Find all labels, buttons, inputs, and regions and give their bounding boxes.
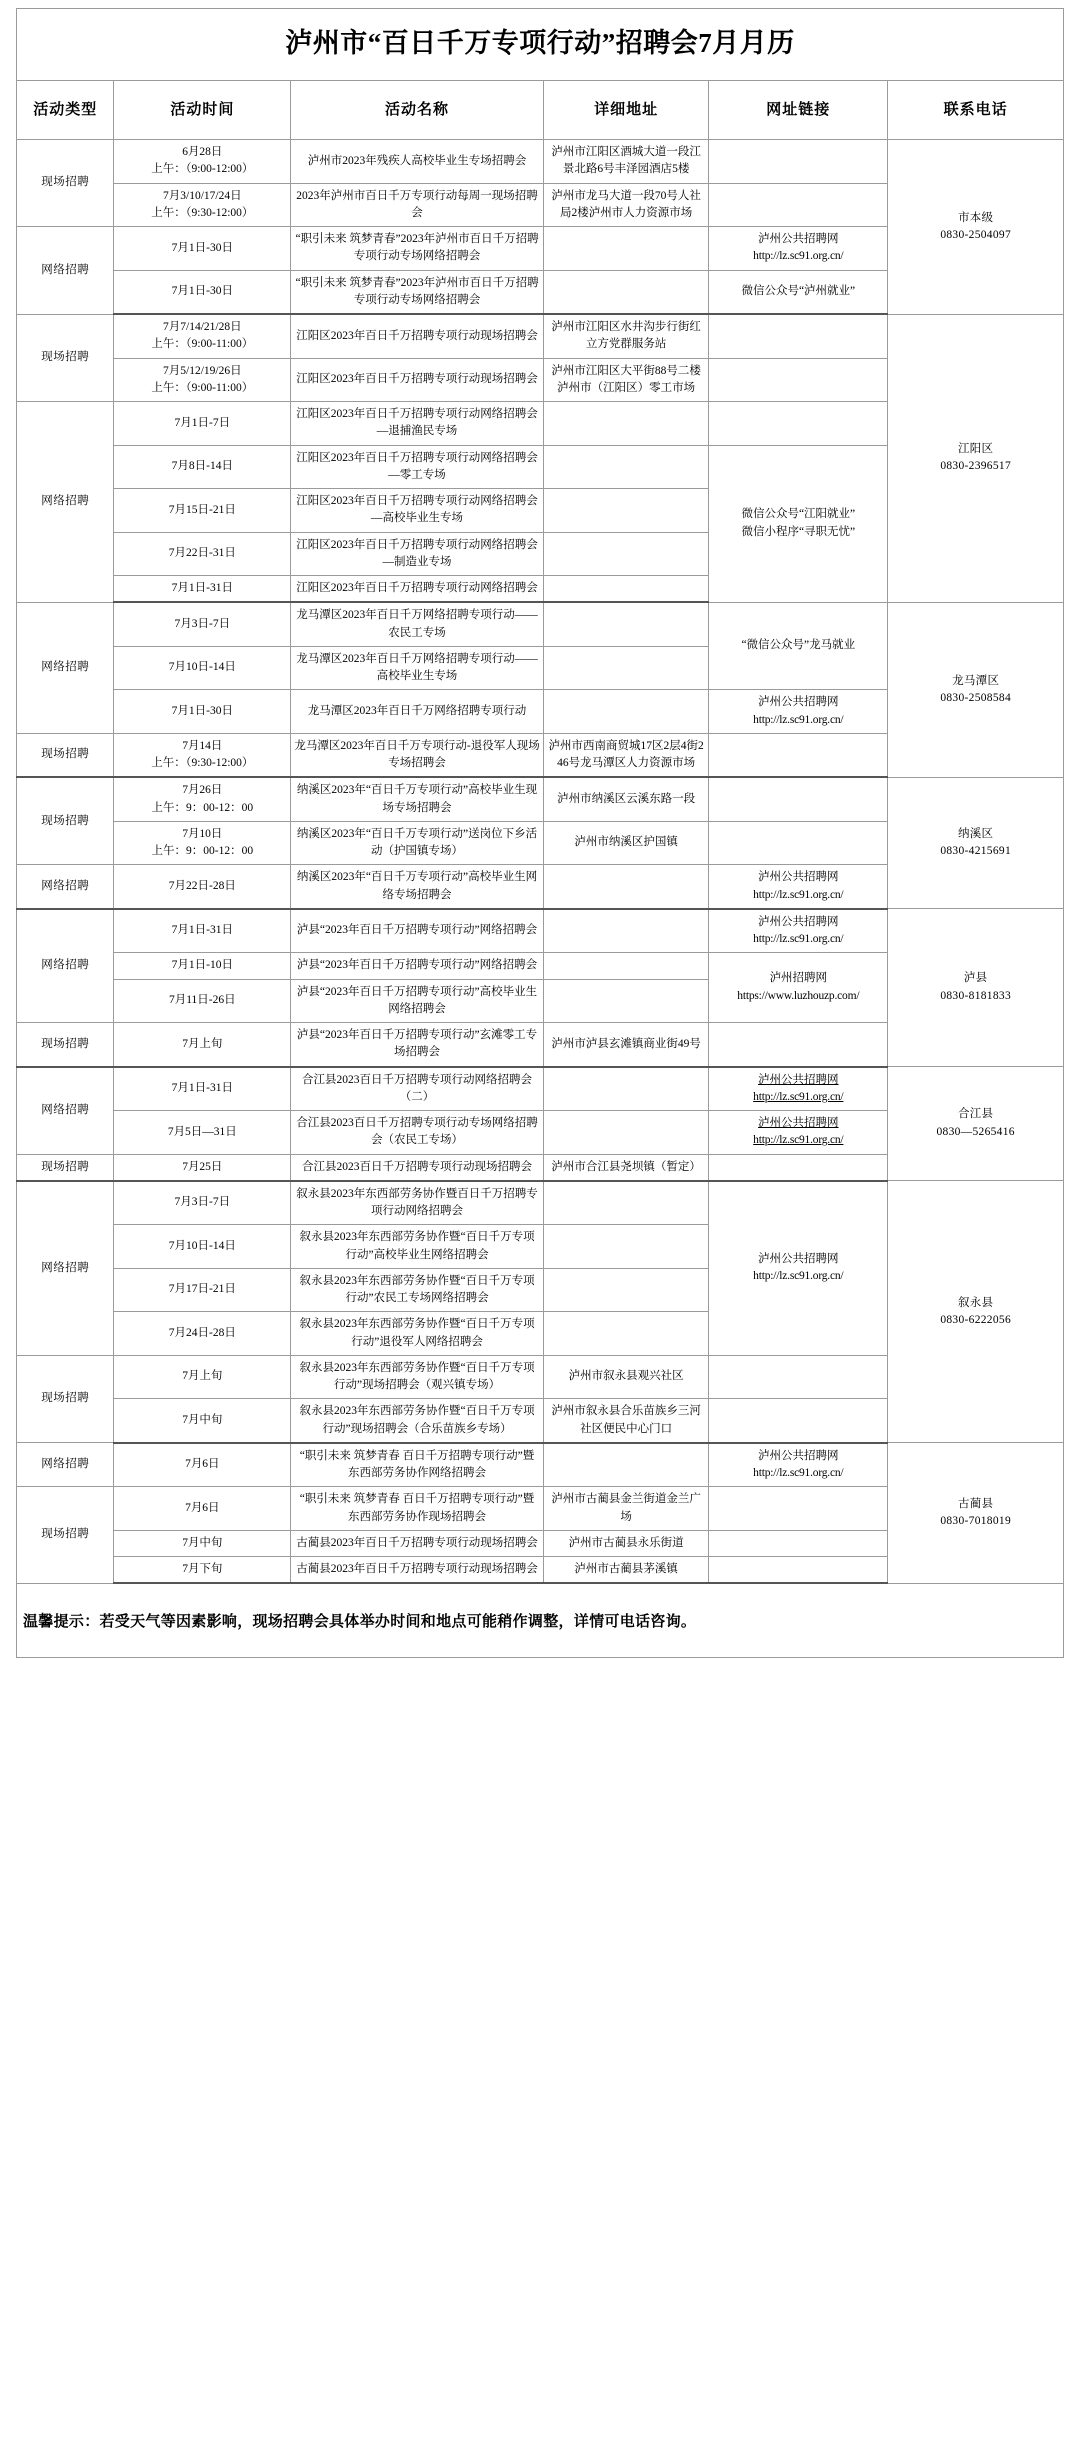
table-body	[17, 140, 1064, 1584]
text-line: 上午：（9:30-12:00）	[151, 206, 254, 219]
text-line: 7月6日	[185, 1501, 220, 1514]
activity-type-cell: 网络招聘	[17, 1067, 114, 1155]
text-line: 7月22日-28日	[168, 879, 236, 892]
table-row	[17, 140, 1064, 184]
activity-time-cell	[114, 602, 291, 646]
table-row	[17, 1443, 1064, 1487]
contact-phone-cell	[888, 1443, 1064, 1584]
activity-time-cell	[114, 821, 291, 865]
activity-name-cell: 泸县“2023年百日千万招聘专项行动”网络招聘会	[291, 953, 544, 979]
activity-time-cell	[114, 445, 291, 489]
activity-name-cell: “职引未来 筑梦青春”2023年泸州市百日千万招聘专项行动专场网络招聘会	[291, 227, 544, 271]
activity-time-cell	[114, 489, 291, 533]
text-line: 7月11日-26日	[168, 994, 236, 1007]
contact-phone-cell	[888, 1181, 1064, 1443]
website-link-cell	[709, 1355, 888, 1399]
address-cell	[543, 1181, 708, 1225]
text-line: 市本级	[957, 211, 994, 224]
text-line: 古蔺县	[957, 1497, 994, 1510]
activity-time-cell	[114, 576, 291, 603]
address-cell	[543, 690, 708, 734]
address-cell: 泸州市古蔺县茅溪镇	[543, 1557, 708, 1584]
link-url-text[interactable]: http://lz.sc91.org.cn/	[753, 888, 844, 901]
address-cell	[543, 602, 708, 646]
activity-time-cell	[114, 1181, 291, 1225]
text-line: 泸州公共招聘网	[758, 1253, 839, 1266]
address-cell: 泸州市泸县玄滩镇商业街49号	[543, 1023, 708, 1067]
website-link-cell	[709, 402, 888, 446]
activity-time-cell	[114, 1557, 291, 1584]
activity-name-cell: 泸县“2023年百日千万招聘专项行动”网络招聘会	[291, 909, 544, 953]
text-line: “微信公众号”龙马就业	[741, 639, 856, 652]
link-url-text[interactable]: http://lz.sc91.org.cn/	[753, 933, 844, 946]
activity-type-cell: 现场招聘	[17, 314, 114, 402]
page-title: 泸州市“百日千万专项行动”招聘会7月月历	[16, 8, 1064, 80]
activity-type-cell: 网络招聘	[17, 1443, 114, 1487]
activity-name-cell: 2023年泸州市百日千万专项行动每周一现场招聘会	[291, 183, 544, 227]
website-link-cell	[709, 358, 888, 402]
activity-name-cell: 龙马潭区2023年百日千万专项行动-退役军人现场专场招聘会	[291, 733, 544, 777]
column-header-website-link: 网址链接	[709, 81, 888, 140]
activity-time-cell	[114, 777, 291, 821]
text-line: 7月1日-10日	[171, 959, 233, 972]
table-row	[17, 777, 1064, 821]
address-cell	[543, 402, 708, 446]
activity-time-cell	[114, 1530, 291, 1556]
website-link-cell	[709, 445, 888, 602]
website-link-cell	[709, 1023, 888, 1067]
activity-name-cell: 合江县2023百日千万招聘专项行动专场网络招聘会（农民工专场）	[291, 1111, 544, 1155]
activity-time-cell	[114, 1312, 291, 1356]
text-line: 0830-6222056	[940, 1313, 1011, 1326]
address-cell	[543, 576, 708, 603]
contact-phone-cell	[888, 1067, 1064, 1181]
text-line: 7月10日-14日	[168, 1239, 236, 1252]
text-line: 7月1日-30日	[171, 704, 233, 717]
activity-type-cell: 现场招聘	[17, 1154, 114, 1181]
text-line: 7月7/14/21/28日	[163, 321, 242, 334]
address-cell: 泸州市江阳区酒城大道一段江景北路6号丰泽园酒店5楼	[543, 140, 708, 184]
table-row	[17, 909, 1064, 953]
activity-time-cell	[114, 1355, 291, 1399]
text-line: 7月1日-30日	[171, 241, 233, 254]
website-link-cell	[709, 1443, 888, 1487]
text-line: 0830—5265416	[936, 1125, 1015, 1138]
text-line: 纳溪区	[957, 827, 994, 840]
table-row	[17, 1067, 1064, 1111]
address-cell: 泸州市叙永县合乐苗族乡三河社区便民中心门口	[543, 1399, 708, 1443]
text-line: 上午：（9:00-12:00）	[151, 163, 254, 176]
address-cell	[543, 646, 708, 690]
text-line: 江阳区	[957, 442, 994, 455]
text-line: 泸州公共招聘网	[758, 233, 839, 246]
activity-time-cell	[114, 1067, 291, 1111]
text-line: 合江县	[957, 1108, 994, 1121]
activity-name-cell: “职引未来 筑梦青春”2023年泸州市百日千万招聘专项行动专场网络招聘会	[291, 270, 544, 314]
text-line: 0830-4215691	[940, 845, 1011, 858]
activity-type-cell: 网络招聘	[17, 865, 114, 909]
website-link-cell	[709, 865, 888, 909]
address-cell	[543, 227, 708, 271]
text-line: 7月10日-14日	[168, 661, 236, 674]
text-line: 0830-7018019	[940, 1515, 1011, 1528]
activity-name-cell: 叙永县2023年东西部劳务协作暨“百日千万专项行动”现场招聘会（观兴镇专场）	[291, 1355, 544, 1399]
address-cell: 泸州市龙马大道一段70号人社局2楼泸州市人力资源市场	[543, 183, 708, 227]
activity-time-cell	[114, 1023, 291, 1067]
link-url-text[interactable]: https://www.luzhouzp.com/	[737, 989, 860, 1002]
activity-time-cell	[114, 1268, 291, 1312]
activity-name-cell: 泸县“2023年百日千万招聘专项行动”玄滩零工专场招聘会	[291, 1023, 544, 1067]
column-header-activity-time: 活动时间	[114, 81, 291, 140]
text-line: 上午：9：00-12：00	[151, 801, 254, 814]
text-line: 7月14日	[182, 739, 223, 752]
text-line: 上午：9：00-12：00	[151, 845, 254, 858]
link-url-text[interactable]: http://lz.sc91.org.cn/	[753, 1270, 844, 1283]
website-link-cell	[709, 1154, 888, 1181]
website-link-cell	[709, 314, 888, 358]
activity-name-cell: 叙永县2023年东西部劳务协作暨百日千万招聘专项行动网络招聘会	[291, 1181, 544, 1225]
text-line: 7月上旬	[182, 1037, 223, 1050]
activity-type-cell: 现场招聘	[17, 777, 114, 865]
activity-type-cell: 现场招聘	[17, 1355, 114, 1443]
activity-time-cell	[114, 1487, 291, 1531]
text-line: 7月6日	[185, 1458, 220, 1471]
text-line: 泸州公共招聘网	[758, 871, 839, 884]
activity-time-cell	[114, 953, 291, 979]
text-line: 0830-2396517	[940, 460, 1011, 473]
address-cell: 泸州市古蔺县永乐街道	[543, 1530, 708, 1556]
text-line: 泸州公共招聘网	[758, 1117, 839, 1130]
activity-time-cell	[114, 690, 291, 734]
text-line: 7月3日-7日	[174, 617, 231, 630]
contact-phone-cell	[888, 140, 1064, 315]
address-cell	[543, 953, 708, 979]
activity-time-cell	[114, 909, 291, 953]
text-line: 7月上旬	[182, 1370, 223, 1383]
activity-time-cell	[114, 1443, 291, 1487]
activity-name-cell: 叙永县2023年东西部劳务协作暨“百日千万专项行动”现场招聘会（合乐苗族乡专场）	[291, 1399, 544, 1443]
text-line: 0830-2508584	[940, 691, 1011, 704]
activity-type-cell: 现场招聘	[17, 140, 114, 227]
address-cell	[543, 532, 708, 576]
website-link-cell	[709, 733, 888, 777]
website-link-cell	[709, 1530, 888, 1556]
text-line: 泸州公共招聘网	[758, 1073, 839, 1086]
text-line: 0830-8181833	[940, 989, 1011, 1002]
text-line: 7月中旬	[182, 1413, 223, 1426]
activity-time-cell	[114, 314, 291, 358]
activity-time-cell	[114, 646, 291, 690]
website-link-cell	[709, 821, 888, 865]
text-line: 微信小程序“寻职无忧”	[741, 525, 856, 538]
address-cell: 泸州市古蔺县金兰街道金兰广场	[543, 1487, 708, 1531]
activity-name-cell: 江阳区2023年百日千万招聘专项行动网络招聘会—高校毕业生专场	[291, 489, 544, 533]
text-line: 7月1日-30日	[171, 285, 233, 298]
text-line: 泸州公共招聘网	[758, 1449, 839, 1462]
text-line: 6月28日	[182, 146, 223, 159]
address-cell: 泸州市江阳区大平街88号二楼泸州市（江阳区）零工市场	[543, 358, 708, 402]
address-cell: 泸州市西南商贸城17区2层4街246号龙马潭区人力资源市场	[543, 733, 708, 777]
website-link-cell	[709, 690, 888, 734]
text-line: 7月15日-21日	[168, 503, 236, 516]
contact-phone-cell	[888, 909, 1064, 1067]
address-cell	[543, 1443, 708, 1487]
address-cell	[543, 979, 708, 1023]
contact-phone-cell	[888, 314, 1064, 602]
contact-phone-cell	[888, 602, 1064, 777]
activity-name-cell: 古蔺县2023年百日千万招聘专项行动现场招聘会	[291, 1557, 544, 1584]
table-header-row	[17, 81, 1064, 140]
address-cell	[543, 489, 708, 533]
text-line: 7月3/10/17/24日	[163, 189, 242, 202]
contact-phone-cell	[888, 777, 1064, 909]
website-link-cell	[709, 1399, 888, 1443]
address-cell	[543, 1312, 708, 1356]
column-header-activity-type: 活动类型	[17, 81, 114, 140]
activity-time-cell	[114, 358, 291, 402]
activity-name-cell: “职引未来 筑梦青春 百日千万招聘专项行动”暨东西部劳务协作现场招聘会	[291, 1487, 544, 1531]
text-line: 7月5/12/19/26日	[163, 364, 242, 377]
activity-name-cell: 江阳区2023年百日千万招聘专项行动网络招聘会—零工专场	[291, 445, 544, 489]
activity-name-cell: 纳溪区2023年“百日千万专项行动”高校毕业生网络专场招聘会	[291, 865, 544, 909]
text-line: 叙永县	[957, 1296, 994, 1309]
activity-time-cell	[114, 1111, 291, 1155]
activity-type-cell: 网络招聘	[17, 1181, 114, 1356]
website-link-cell	[709, 1181, 888, 1356]
website-link-cell	[709, 140, 888, 184]
activity-name-cell: 江阳区2023年百日千万招聘专项行动现场招聘会	[291, 314, 544, 358]
website-link-cell	[709, 1487, 888, 1531]
activity-type-cell: 现场招聘	[17, 1023, 114, 1067]
column-header-contact-phone: 联系电话	[888, 81, 1064, 140]
text-line: 7月17日-21日	[168, 1283, 236, 1296]
text-line: 7月1日-31日	[171, 1082, 233, 1095]
text-line: 7月26日	[182, 784, 223, 797]
website-link-cell	[709, 183, 888, 227]
activity-name-cell: 江阳区2023年百日千万招聘专项行动网络招聘会—制造业专场	[291, 532, 544, 576]
text-line: 7月1日-31日	[171, 924, 233, 937]
website-link-cell	[709, 227, 888, 271]
text-line: 7月3日-7日	[174, 1196, 231, 1209]
text-line: 7月8日-14日	[171, 460, 233, 473]
activity-name-cell: 叙永县2023年东西部劳务协作暨“百日千万专项行动”退役军人网络招聘会	[291, 1312, 544, 1356]
text-line: 7月5日—31日	[167, 1125, 237, 1138]
link-url-text[interactable]: http://lz.sc91.org.cn/	[753, 1090, 844, 1103]
text-line: 微信公众号“泸州就业”	[741, 285, 856, 298]
link-url-text[interactable]: http://lz.sc91.org.cn/	[753, 1134, 844, 1147]
link-url-text[interactable]: http://lz.sc91.org.cn/	[753, 1467, 844, 1480]
website-link-cell	[709, 777, 888, 821]
address-cell: 泸州市江阳区水井沟步行街红立方党群服务站	[543, 314, 708, 358]
text-line: 7月1日-31日	[171, 582, 233, 595]
activity-name-cell: 江阳区2023年百日千万招聘专项行动网络招聘会	[291, 576, 544, 603]
text-line: 7月中旬	[182, 1536, 223, 1549]
link-url-text[interactable]: http://lz.sc91.org.cn/	[753, 713, 844, 726]
text-line: 7月10日	[182, 827, 223, 840]
activity-name-cell: 龙马潭区2023年百日千万网络招聘专项行动	[291, 690, 544, 734]
text-line: 7月24日-28日	[168, 1326, 236, 1339]
activity-type-cell: 网络招聘	[17, 909, 114, 1023]
activity-time-cell	[114, 1399, 291, 1443]
address-cell	[543, 1225, 708, 1269]
activity-name-cell: 龙马潭区2023年百日千万网络招聘专项行动——高校毕业生专场	[291, 646, 544, 690]
address-cell	[543, 445, 708, 489]
website-link-cell	[709, 909, 888, 953]
activity-type-cell: 网络招聘	[17, 227, 114, 315]
activity-name-cell: 合江县2023百日千万招聘专项行动现场招聘会	[291, 1154, 544, 1181]
activity-name-cell: 江阳区2023年百日千万招聘专项行动网络招聘会—退捕渔民专场	[291, 402, 544, 446]
text-line: 7月25日	[182, 1160, 223, 1173]
activity-time-cell	[114, 532, 291, 576]
text-line: 上午：（9:30-12:00）	[151, 757, 254, 770]
link-url-text[interactable]: http://lz.sc91.org.cn/	[753, 250, 844, 263]
activity-name-cell: 叙永县2023年东西部劳务协作暨“百日千万专项行动”农民工专场网络招聘会	[291, 1268, 544, 1312]
address-cell	[543, 1111, 708, 1155]
text-line: 泸州公共招聘网	[758, 696, 839, 709]
website-link-cell	[709, 1111, 888, 1155]
text-line: 上午：（9:00-11:00）	[151, 338, 254, 351]
activity-time-cell	[114, 270, 291, 314]
activity-time-cell	[114, 140, 291, 184]
website-link-cell	[709, 1557, 888, 1584]
text-line: 7月22日-31日	[168, 547, 236, 560]
address-cell	[543, 1268, 708, 1312]
activity-name-cell: 古蔺县2023年百日千万招聘专项行动现场招聘会	[291, 1530, 544, 1556]
activity-name-cell: 纳溪区2023年“百日千万专项行动”高校毕业生现场专场招聘会	[291, 777, 544, 821]
website-link-cell	[709, 953, 888, 1023]
text-line: 7月1日-7日	[174, 416, 231, 429]
address-cell	[543, 1067, 708, 1111]
address-cell	[543, 865, 708, 909]
table-row	[17, 602, 1064, 646]
recruitment-calendar-table	[16, 80, 1064, 1584]
activity-name-cell: 龙马潭区2023年百日千万网络招聘专项行动——农民工专场	[291, 602, 544, 646]
activity-time-cell	[114, 1154, 291, 1181]
address-cell: 泸州市叙永县观兴社区	[543, 1355, 708, 1399]
activity-time-cell	[114, 227, 291, 271]
address-cell: 泸州市纳溪区护国镇	[543, 821, 708, 865]
activity-name-cell: 江阳区2023年百日千万招聘专项行动现场招聘会	[291, 358, 544, 402]
table-row	[17, 1181, 1064, 1225]
activity-name-cell: 泸州市2023年残疾人高校毕业生专场招聘会	[291, 140, 544, 184]
text-line: 7月下旬	[182, 1563, 223, 1576]
activity-time-cell	[114, 1225, 291, 1269]
activity-name-cell: 纳溪区2023年“百日千万专项行动”送岗位下乡活动（护国镇专场）	[291, 821, 544, 865]
text-line: 上午：（9:00-11:00）	[151, 381, 254, 394]
text-line: 泸州公共招聘网	[758, 915, 839, 928]
text-line: 0830-2504097	[940, 228, 1011, 241]
activity-time-cell	[114, 979, 291, 1023]
address-cell: 泸州市合江县尧坝镇（暂定）	[543, 1154, 708, 1181]
column-header-activity-name: 活动名称	[291, 81, 544, 140]
activity-type-cell: 现场招聘	[17, 733, 114, 777]
activity-type-cell: 现场招聘	[17, 1487, 114, 1584]
website-link-cell	[709, 270, 888, 314]
column-header-address: 详细地址	[543, 81, 708, 140]
address-cell: 泸州市纳溪区云溪东路一段	[543, 777, 708, 821]
activity-name-cell: “职引未来 筑梦青春 百日千万招聘专项行动”暨东西部劳务协作网络招聘会	[291, 1443, 544, 1487]
website-link-cell	[709, 1067, 888, 1111]
activity-time-cell	[114, 865, 291, 909]
activity-type-cell: 网络招聘	[17, 602, 114, 733]
activity-name-cell: 合江县2023百日千万招聘专项行动网络招聘会（二）	[291, 1067, 544, 1111]
text-line: 泸县	[963, 972, 988, 985]
text-line: 龙马潭区	[952, 674, 1000, 687]
activity-name-cell: 叙永县2023年东西部劳务协作暨“百日千万专项行动”高校毕业生网络招聘会	[291, 1225, 544, 1269]
address-cell	[543, 270, 708, 314]
activity-name-cell: 泸县“2023年百日千万招聘专项行动”高校毕业生网络招聘会	[291, 979, 544, 1023]
address-cell	[543, 909, 708, 953]
activity-type-cell: 网络招聘	[17, 402, 114, 603]
text-line: 微信公众号“江阳就业”	[741, 508, 856, 521]
activity-time-cell	[114, 402, 291, 446]
footer-note: 温馨提示：若受天气等因素影响，现场招聘会具体举办时间和地点可能稍作调整，详情可电话咨询。	[16, 1584, 1064, 1658]
activity-time-cell	[114, 183, 291, 227]
activity-time-cell	[114, 733, 291, 777]
table-row	[17, 314, 1064, 358]
website-link-cell	[709, 602, 888, 690]
text-line: 泸州招聘网	[769, 972, 828, 985]
